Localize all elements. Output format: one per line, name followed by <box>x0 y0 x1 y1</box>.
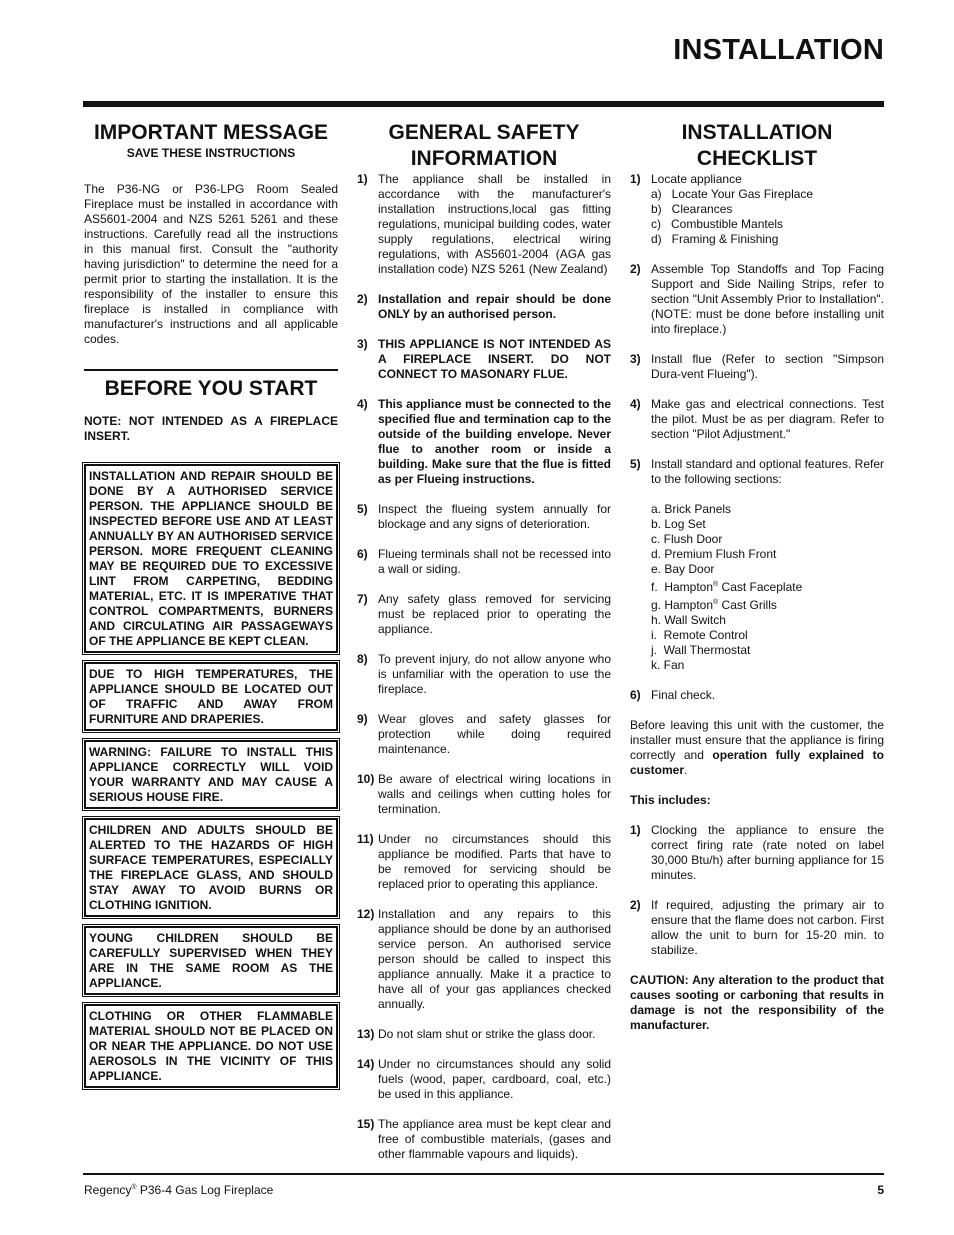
list-item <box>357 1117 611 1162</box>
item-number: 2) <box>357 292 368 306</box>
sub-item: a) Locate Your Gas Fireplace <box>651 187 814 201</box>
feature-item: i. Remote Control <box>651 628 748 642</box>
feature-item: b. Log Set <box>651 517 706 531</box>
before-leaving-text <box>630 718 884 778</box>
item-text: THIS APPLIANCE IS NOT INTENDED AS A FIREPLACE INSERT. DO NOT CONNECT TO MASONARY FLUE. <box>378 337 611 381</box>
important-heading: IMPORTANT MESSAGE <box>93 121 329 144</box>
sub-item: d) Framing & Finishing <box>651 232 779 246</box>
list-item <box>630 172 884 247</box>
before-leaving-b: operation fully explained to customer <box>630 748 884 777</box>
item-text: Under no circumstances should any solid fuels (wood, paper, cardboard, coal, etc.) be used in this appliance. <box>378 1057 611 1101</box>
before-note: NOTE: NOT INTENDED AS A FIREPLACE INSERT. <box>84 414 338 443</box>
top-rule <box>83 101 884 107</box>
item-number: 6) <box>357 547 368 561</box>
item-text: If required, adjusting the primary air to ensure that the flame does not carbon. First allow the unit to burn for 15-20 min. to stabilize. <box>651 898 884 957</box>
feature-label: g. Hampton <box>651 598 714 612</box>
list-item <box>357 292 611 322</box>
item-text: Install flue (Refer to section "Simpson Dura-vent Flueing"). <box>651 352 884 381</box>
footer-brand: Regency <box>84 1183 132 1197</box>
item-number: 2) <box>630 262 641 276</box>
list-item <box>630 397 884 442</box>
item-text: Be aware of electrical wiring locations in walls and ceilings when cutting holes for termination. <box>378 772 611 816</box>
item-number: 1) <box>357 172 368 186</box>
list-item <box>630 457 884 673</box>
feature-item <box>651 595 884 613</box>
item-text: Locate appliance <box>651 172 742 186</box>
list-item <box>357 1057 611 1102</box>
section-divider <box>84 369 338 371</box>
footer-model: P36-4 Gas Log Fireplace <box>136 1183 274 1197</box>
item-text: Any safety glass removed for servicing must be replaced prior to operating the appliance. <box>378 592 611 636</box>
item-number: 2) <box>630 898 641 912</box>
spacer <box>651 487 884 502</box>
item-number: 8) <box>357 652 368 666</box>
sub-item: c) Combustible Mantels <box>651 217 784 231</box>
safety-heading-line2: INFORMATION <box>410 147 558 170</box>
column-left <box>84 120 338 1088</box>
page-title: INSTALLATION <box>673 34 884 66</box>
checklist-list <box>630 172 884 703</box>
item-number: 11) <box>357 832 374 846</box>
item-number: 3) <box>357 337 368 351</box>
item-text: The appliance area must be kept clear and free of combustible materials, (gases and other flammable vapours and liquids). <box>378 1117 611 1161</box>
warning-box: YOUNG CHILDREN SHOULD BE CAREFULLY SUPERVISED WHEN THEY ARE IN THE SAME ROOM AS THE APPLIANCE. <box>84 926 338 995</box>
checklist-heading <box>630 120 884 172</box>
warning-box: CHILDREN AND ADULTS SHOULD BE ALERTED TO THE HAZARDS OF HIGH SURFACE TEMPERATURES, ESPECIALLY THE FIREPLACE GLASS, AND SHOULD STAY AWAY TO AVOID BURNS OR CLOTHING IGNITION. <box>84 818 338 917</box>
list-item <box>630 352 884 382</box>
item-number: 1) <box>630 823 641 837</box>
before-leaving-c: . <box>684 763 688 777</box>
feature-item: j. Wall Thermostat <box>651 643 751 657</box>
important-text: The P36-NG or P36-LPG Room Sealed Fireplace must be installed in accordance with AS5601-2004 and NZS 5261 5261 and these instructions. Carefully read all the instructions in this manual first. Consult the "authority having jurisdiction" to determine the need for a permit prior to starting the installation. It is the responsibility of the installer to ensure this fireplace is installed in compliance with manufacturer's instructions and all applicable codes. <box>84 182 338 346</box>
safety-list <box>357 172 611 1162</box>
footer-rule <box>83 1173 884 1175</box>
item-text: Wear gloves and safety glasses for protection while doing required maintenance. <box>378 712 611 756</box>
item-number: 13) <box>357 1027 375 1041</box>
item-text: Make gas and electrical connections. Test the pilot. Must be as per diagram. Refer to section "Pilot Adjustment." <box>651 397 884 441</box>
column-right <box>630 120 884 1033</box>
before-heading: BEFORE YOU START <box>104 377 318 400</box>
item-text: To prevent injury, do not allow anyone who is unfamiliar with the operation to use the fireplace. <box>378 652 611 696</box>
item-text: Install standard and optional features. Refer to the following sections: <box>651 457 884 486</box>
important-subheading: SAVE THESE INSTRUCTIONS <box>126 146 296 160</box>
list-item <box>630 823 884 883</box>
feature-item: d. Premium Flush Front <box>651 547 777 561</box>
warning-box: WARNING: FAILURE TO INSTALL THIS APPLIANCE CORRECTLY WILL VOID YOUR WARRANTY AND MAY CAUSE A SERIOUS HOUSE FIRE. <box>84 740 338 809</box>
safety-heading-line1: GENERAL SAFETY <box>388 121 580 144</box>
list-item <box>357 832 611 892</box>
item-text: This appliance must be connected to the specified flue and termination cap to the outside of the building envelope. Never flue to another room or inside a building. Make sure that the flue is fitted as per Flueing instructions. <box>378 397 611 486</box>
item-text: Final check. <box>651 688 716 702</box>
item-number: 12) <box>357 907 375 921</box>
list-item <box>630 688 884 703</box>
list-item <box>630 262 884 337</box>
warning-box: CLOTHING OR OTHER FLAMMABLE MATERIAL SHOULD NOT BE PLACED ON OR NEAR THE APPLIANCE. DO NOT USE AEROSOLS IN THE VICINITY OF THIS APPLIANCE. <box>84 1004 338 1088</box>
item-number: 9) <box>357 712 368 726</box>
before-leaving-a: Before leaving this unit with the customer, the installer must ensure that the appliance is firing correctly and <box>630 718 884 762</box>
list-item <box>630 898 884 958</box>
safety-heading <box>357 120 611 172</box>
reg-mark: ® <box>131 1184 137 1191</box>
caution-text: CAUTION: Any alteration to the product that causes sooting or carboning that results in damage is not the responsibility of the manufacturer. <box>630 973 884 1032</box>
item-number: 15) <box>357 1117 375 1131</box>
item-number: 3) <box>630 352 641 366</box>
feature-item: k. Fan <box>651 658 685 672</box>
item-text: Do not slam shut or strike the glass door. <box>378 1027 596 1041</box>
list-item <box>357 772 611 817</box>
column-middle <box>357 120 611 1177</box>
item-number: 7) <box>357 592 368 606</box>
feature-label-rest: Cast Faceplate <box>718 580 803 594</box>
includes-list <box>630 823 884 958</box>
list-item <box>357 1027 611 1042</box>
sub-item: b) Clearances <box>651 202 733 216</box>
reg-mark: ® <box>713 581 719 588</box>
checklist-heading-line1: INSTALLATION <box>681 121 833 144</box>
item-text: Installation and any repairs to this appliance should be done by an authorised service person. An authorised service person should be called to inspect this appliance annually. Make it a practice to have all of your gas appliances checked annually. <box>378 907 611 1011</box>
item-text: Assemble Top Standoffs and Top Facing Support and Side Nailing Strips, refer to section "Unit Assembly Prior to Installation". (NOTE: must be done before installing unit into fireplace.) <box>651 262 884 336</box>
item-number: 14) <box>357 1057 375 1071</box>
list-item <box>357 652 611 697</box>
item-number: 4) <box>630 397 641 411</box>
feature-item: h. Wall Switch <box>651 613 726 627</box>
feature-item: c. Flush Door <box>651 532 723 546</box>
item-number: 4) <box>357 397 368 411</box>
list-item <box>357 547 611 577</box>
item-text: Under no circumstances should this appliance be modified. Parts that have to be removed for servicing should be replaced prior to operating this appliance. <box>378 832 611 891</box>
list-item <box>357 907 611 1012</box>
feature-item: e. Bay Door <box>651 562 715 576</box>
item-text: Installation and repair should be done ONLY by an authorised person. <box>378 292 611 321</box>
item-number: 5) <box>357 502 368 516</box>
warning-box: INSTALLATION AND REPAIR SHOULD BE DONE BY A AUTHORISED SERVICE PERSON. THE APPLIANCE SHOULD BE INSPECTED BEFORE USE AND AT LEAST ANNUALLY BY AN AUTHORISED SERVICE PERSON. MORE FREQUENT CLEANING MAY BE REQUIRED DUE TO EXCESSIVE LINT FROM CARPETING, BEDDING MATERIAL, ETC. IT IS IMPERATIVE THAT CONTROL COMPARTMENTS, BURNERS AND CIRCULATING AIR PASSAGEWAYS OF THE APPLIANCE BE KEPT CLEAN. <box>84 464 338 653</box>
reg-mark: ® <box>713 599 719 606</box>
item-text: Inspect the flueing system annually for blockage and any signs of deterioration. <box>378 502 611 531</box>
list-item <box>357 397 611 487</box>
feature-label: f. Hampton <box>651 580 714 594</box>
item-number: 1) <box>630 172 641 186</box>
list-item <box>357 502 611 532</box>
feature-item <box>651 577 884 595</box>
warning-box: DUE TO HIGH TEMPERATURES, THE APPLIANCE SHOULD BE LOCATED OUT OF TRAFFIC AND AWAY FROM FURNITURE AND DRAPERIES. <box>84 662 338 731</box>
list-item <box>357 592 611 637</box>
page-number: 5 <box>877 1183 884 1197</box>
item-number: 10) <box>357 772 375 786</box>
item-text: The appliance shall be installed in accordance with the manufacturer's installation instructions,local gas fitting regulations, municipal building codes, water supply regulations, electrical wiring regulations, with AS5601-2004 (AGA gas installation code) NZS 5261 (New Zealand) <box>378 172 611 276</box>
item-number: 5) <box>630 457 641 471</box>
list-item <box>357 712 611 757</box>
includes-label: This includes: <box>630 793 711 807</box>
item-text: Clocking the appliance to ensure the correct firing rate (rate noted on label 30,000 Btu/h) after burning appliance for 15 minutes. <box>651 823 884 882</box>
feature-label-rest: Cast Grills <box>718 598 777 612</box>
item-number: 6) <box>630 688 641 702</box>
item-text: Flueing terminals shall not be recessed into a wall or siding. <box>378 547 611 576</box>
checklist-heading-line2: CHECKLIST <box>696 147 818 170</box>
list-item <box>357 337 611 382</box>
list-item <box>357 172 611 277</box>
footer-title <box>84 1183 273 1197</box>
feature-item: a. Brick Panels <box>651 502 732 516</box>
